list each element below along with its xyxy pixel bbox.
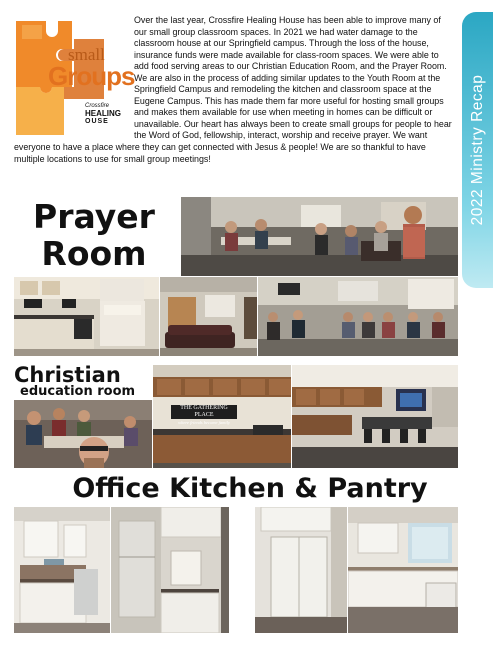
sign-line2: where friends become family — [178, 420, 230, 425]
prayer-heading-line1: Prayer — [33, 197, 155, 236]
education-room-photo-kitchen — [153, 365, 291, 468]
intro-text: Over the last year, Crossfire Healing House has been able to improve many of our small group classroom spaces. In 2021 we had water damage to the classroom house at our Springfield campus. Through the loss of the house, insurance funds were made available for class-room spaces. We were able to add food serving areas to our Christian Education Room, and the Prayer Room. We are also in the process of adding similar updates to the Youth Room at the Springfield Campus and remodeling the kitchen and classroom space at the Eugene Campus. This has made them far more useful for hosting small groups and makes them available for use when meeting in homes can be difficult or unavailable. Our heart has always been to create small groups for people to hear the Word of God, fellowship, interact, worship and receive prayer. We want everyone to have a place where they can get connected with Jesus & people! We are so thankful to have multiple locations to use for small group meetings! — [14, 15, 452, 164]
prayer-room-photo-meeting — [258, 277, 458, 356]
prayer-room-photo-couch — [160, 277, 257, 356]
office-kitchen-photo-counter — [14, 507, 110, 633]
ministry-recap-band — [462, 12, 493, 288]
logo-spacer — [14, 15, 134, 138]
prayer-room-heading — [10, 198, 178, 272]
brand-healing: HEALING — [85, 109, 121, 118]
brand-crossfire: Crossfire — [85, 103, 110, 109]
gathering-place-sign — [171, 405, 237, 425]
sign-line1: THE GATHERING PLACE — [180, 405, 228, 418]
education-room-heading: education room — [20, 384, 136, 399]
brand-house: OUSE — [85, 118, 109, 125]
prayer-room-photo-group — [181, 197, 458, 276]
education-room-photo-selfie — [14, 400, 152, 468]
prayer-heading-line2: Room — [41, 234, 147, 273]
christian-heading: Christian — [14, 363, 121, 387]
logo-groups-text: Groups — [48, 61, 135, 91]
prayer-room-photo-kitchenette — [14, 277, 159, 356]
office-kitchen-photo-fridge — [111, 507, 229, 633]
intro-paragraph — [14, 15, 452, 165]
office-kitchen-heading: Office Kitchen & Pantry — [72, 473, 428, 504]
education-room-photo-classroom — [292, 365, 458, 468]
logo-small-text: small — [68, 45, 105, 64]
office-kitchen-photo-sink — [348, 507, 458, 633]
ministry-recap-label: 2022 Ministry Recap — [468, 74, 486, 226]
office-kitchen-photo-pantry — [255, 507, 347, 633]
